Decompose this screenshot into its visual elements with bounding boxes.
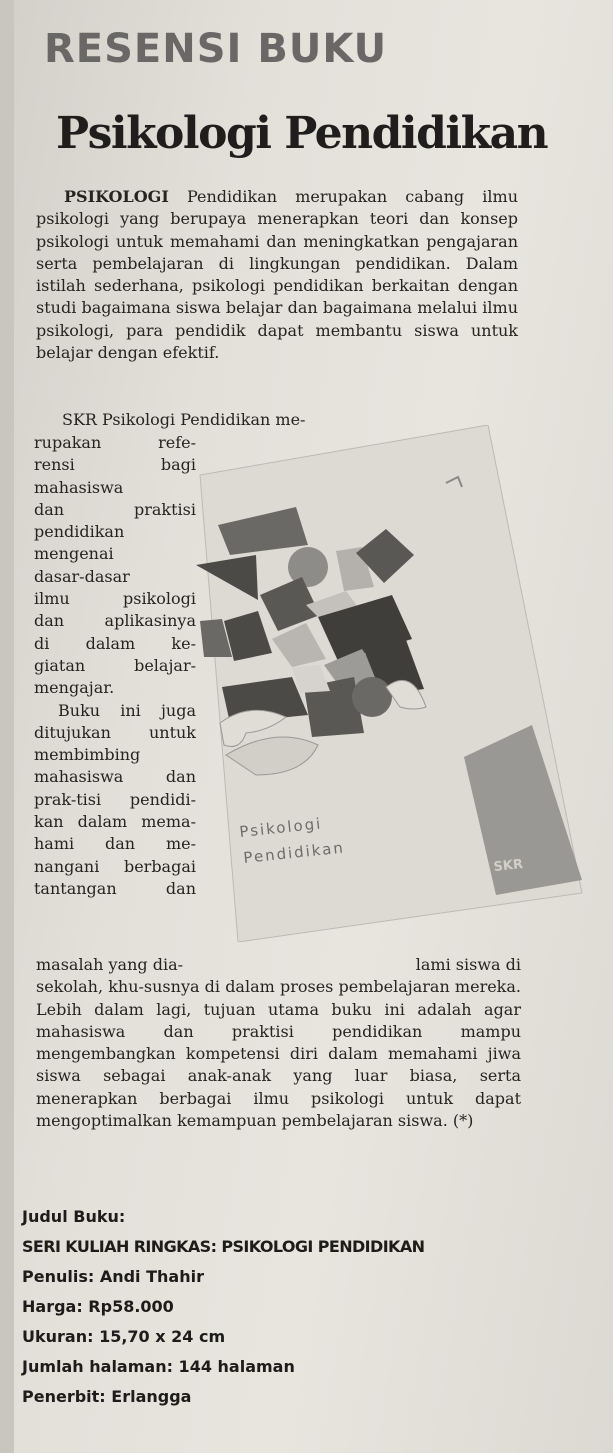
column-line: nangani berbagai: [34, 856, 196, 876]
article-headline: Psikologi Pendidikan: [56, 108, 548, 159]
column-line: tantangan dan: [34, 878, 196, 898]
column-line: dan aplikasinya: [34, 611, 196, 631]
column-line: membimbing: [34, 745, 141, 765]
book-info-publisher: Penerbit: Erlangga: [22, 1387, 192, 1406]
book-info-pages: Jumlah halaman: 144 halaman: [22, 1357, 295, 1376]
book-info-label: Judul Buku:: [22, 1207, 126, 1226]
closing-paragraph: [36, 954, 521, 1132]
column-line: kan dalam mema-: [34, 812, 196, 832]
column-line: Buku ini juga: [58, 700, 196, 720]
book-cover-image: [196, 425, 584, 942]
book-info-author: Penulis: Andi Thahir: [22, 1267, 204, 1286]
paragraph-2-first-line: SKR Psikologi Pendidikan me-: [62, 410, 306, 429]
section-label: RESENSI BUKU: [44, 26, 388, 72]
column-line: ilmu psikologi: [34, 589, 196, 609]
column-line: ditujukan untuk: [34, 722, 196, 742]
book-info-size: Ukuran: 15,70 x 24 cm: [22, 1327, 226, 1346]
closing-text: sekolah, khu-susnya di dalam proses pembelajaran mereka. Lebih dalam lagi, tujuan utama buku ini adalah agar mahasiswa dan praktisi pendidikan mampu mengembangkan kompetensi diri dalam memahami jiwa siswa sebagai anak-anak yang luar biasa, serta menerapkan berbagai ilmu psikologi untuk dapat mengoptimalkan kemampuan pembelajaran siswa. (*): [36, 977, 521, 1131]
column-line: mahasiswa dan: [34, 767, 196, 787]
intro-text: Pendidikan merupakan cabang ilmu psikologi yang berupaya menerapkan teori dan konsep psikologi untuk memahami dan meningkatkan pengajaran serta pembelajaran di lingkungan pendidikan. Dalam istilah sederhana, psikologi pendidikan berkaitan dengan studi bagaimana siswa belajar dan bagaimana melalui ilmu psikologi, para pendidik dapat membantu siswa untuk belajar dengan efektif.: [36, 187, 518, 363]
cover-publisher-mark: SKR: [492, 856, 524, 875]
cover-title-line-1: Psikologi: [238, 814, 324, 841]
column-line: mengenai: [34, 544, 114, 564]
book-info-box: [22, 1202, 582, 1412]
column-line: prak-tisi pendidi-: [34, 789, 196, 809]
book-info-title: SERI KULIAH RINGKAS: PSIKOLOGI PENDIDIKAN: [22, 1237, 425, 1256]
column-line: pendidikan: [34, 522, 125, 542]
intro-paragraph: [36, 186, 518, 364]
column-line: dasar-dasar: [34, 566, 130, 586]
column-line: rupakan refe-: [34, 433, 196, 452]
column-line: giatan belajar-: [34, 655, 196, 675]
closing-right-fragment: lami siswa di: [415, 955, 521, 974]
book-info-price: Harga: Rp58.000: [22, 1297, 174, 1316]
closing-left-fragment: masalah yang dia-: [36, 955, 184, 974]
column-line: hami dan me-: [34, 834, 196, 854]
column-line: rensi bagi: [34, 455, 196, 475]
intro-lead-word: PSIKOLOGI: [64, 187, 169, 206]
column-line: mahasiswa: [34, 477, 124, 497]
column-line: dan praktisi: [34, 499, 196, 519]
wrapped-text-column: [34, 432, 196, 900]
column-line: di dalam ke-: [34, 633, 196, 653]
cover-title-line-2: Pendidikan: [242, 838, 346, 867]
column-line: mengajar.: [34, 678, 115, 698]
